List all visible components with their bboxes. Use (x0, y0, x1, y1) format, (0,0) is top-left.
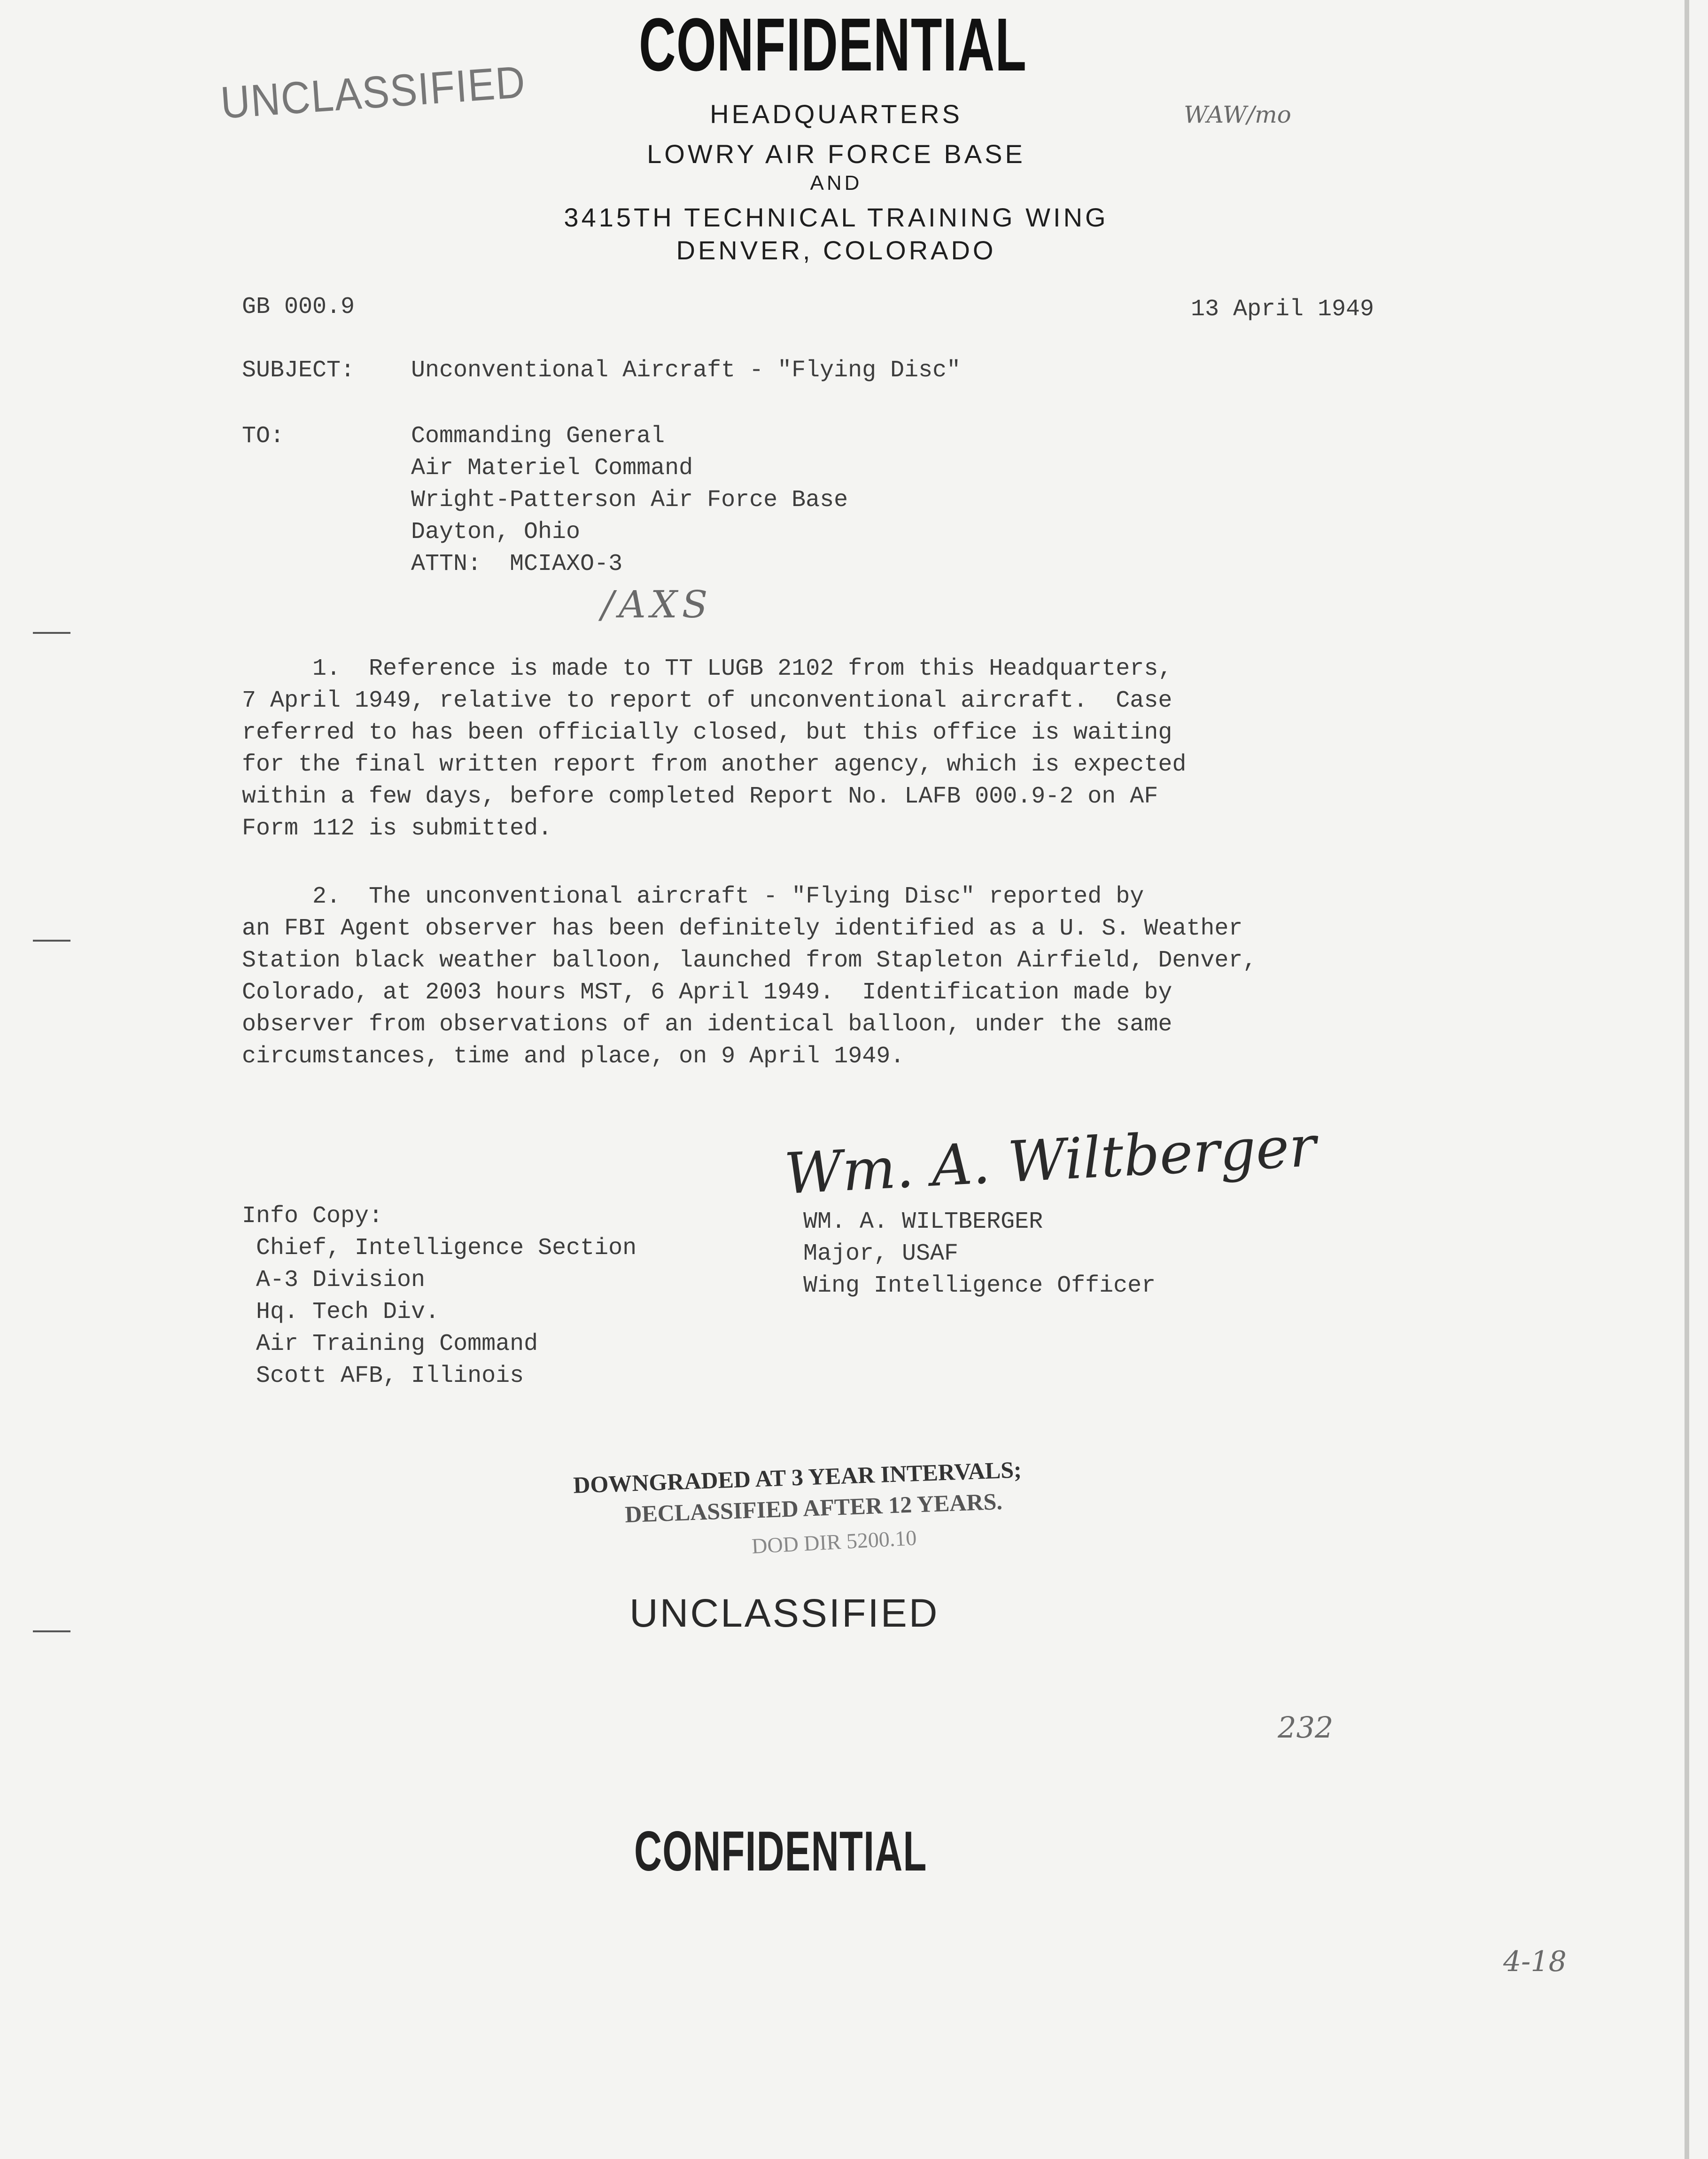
to-label: TO: (242, 423, 285, 450)
signature-title: Wing Intelligence Officer (803, 1272, 1156, 1299)
handwritten-signature: Wm. A. Wiltberger (783, 1114, 1318, 1207)
info-copy-line: Hq. Tech Div. (242, 1299, 440, 1325)
paragraph-1-line: 7 April 1949, relative to report of unconventional aircraft. Case (242, 687, 1172, 714)
info-copy-line: A-3 Division (242, 1267, 426, 1294)
signature-name: WM. A. WILTBERGER (803, 1208, 1043, 1235)
paragraph-2-line: Colorado, at 2003 hours MST, 6 April 1949. Identification made by (242, 979, 1172, 1006)
paragraph-2-line: Station black weather balloon, launched from Stapleton Airfield, Denver, (242, 947, 1257, 974)
paragraph-2-line: circumstances, time and place, on 9 April 1949. (242, 1043, 905, 1070)
addressee-line: Wright-Patterson Air Force Base (411, 487, 848, 514)
paragraph-1-line: referred to has been officially closed, but this office is waiting (242, 719, 1172, 746)
addressee-line: Air Materiel Command (411, 455, 693, 482)
letterhead-line-2: LOWRY AIR FORCE BASE (647, 139, 1025, 169)
subject-text: Unconventional Aircraft - "Flying Disc" (411, 357, 961, 384)
paragraph-2-line: observer from observations of an identical balloon, under the same (242, 1011, 1172, 1038)
unclassified-stamp-top: UNCLASSIFIED (219, 56, 528, 128)
letterhead-line-5: DENVER, COLORADO (676, 235, 996, 265)
info-copy-line: Chief, Intelligence Section (242, 1235, 637, 1262)
signature-rank: Major, USAF (803, 1240, 959, 1267)
addressee-line: Commanding General (411, 423, 665, 450)
letterhead-line-1: HEADQUARTERS (710, 99, 963, 129)
downgrade-stamp-line-2: DECLASSIFIED AFTER 12 YEARS. (624, 1488, 1003, 1528)
paragraph-1-line: for the final written report from another agency, which is expected (242, 751, 1187, 778)
letterhead-line-3: AND (810, 171, 862, 195)
downgrade-stamp-line-1: DOWNGRADED AT 3 YEAR INTERVALS; (573, 1456, 1022, 1498)
margin-tick (33, 1630, 70, 1632)
letter-date: 13 April 1949 (1191, 296, 1374, 323)
margin-tick (33, 940, 70, 942)
file-reference: GB 000.9 (242, 294, 355, 320)
info-copy-line: Scott AFB, Illinois (242, 1363, 524, 1389)
typist-initials: WAW/mo (1184, 101, 1291, 128)
paragraph-1-line: Form 112 is submitted. (242, 815, 552, 842)
paragraph-2-line: an FBI Agent observer has been definitely identified as a U. S. Weather (242, 915, 1243, 942)
downgrade-stamp-line-3: DOD DIR 5200.10 (751, 1525, 917, 1559)
margin-tick (33, 632, 70, 634)
info-copy-line: Air Training Command (242, 1331, 538, 1357)
confidential-stamp-top: CONFIDENTIAL (639, 2, 1027, 86)
page-edge (1685, 0, 1689, 2159)
paragraph-1-line: within a few days, before completed Report No. LAFB 000.9-2 on AF (242, 783, 1158, 810)
addressee-line: ATTN: MCIAXO-3 (411, 551, 623, 577)
addressee-line: Dayton, Ohio (411, 519, 581, 546)
letterhead-line-4: 3415TH TECHNICAL TRAINING WING (564, 203, 1109, 232)
unclassified-stamp-bottom: UNCLASSIFIED (629, 1591, 939, 1635)
corner-note: 4-18 (1503, 1945, 1567, 1978)
subject-label: SUBJECT: (242, 357, 355, 384)
info-copy-heading: Info Copy: (242, 1203, 383, 1230)
paragraph-2-line: 2. The unconventional aircraft - "Flying Disc" reported by (242, 883, 1144, 910)
confidential-stamp-bottom: CONFIDENTIAL (634, 1820, 927, 1883)
paragraph-1-line: 1. Reference is made to TT LUGB 2102 from this Headquarters, (242, 655, 1172, 682)
page-number: 232 (1278, 1710, 1334, 1745)
handwritten-attn: /AXS (601, 583, 713, 626)
